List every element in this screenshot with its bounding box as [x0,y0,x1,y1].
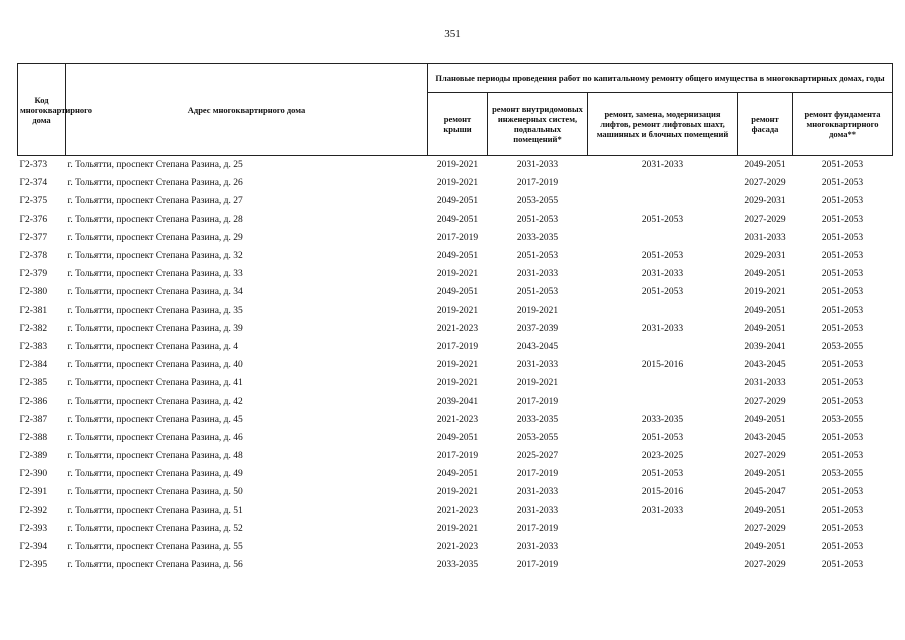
cell-systems: 2017-2019 [516,396,559,407]
cell-elevators: 2015-2016 [641,360,684,371]
cell-address: г. Тольятти, проспект Степана Разина, д. 33 [67,269,243,280]
cell-code: Г2-373 [18,156,66,175]
cell-foundation: 2051-2053 [821,451,864,462]
header-facade: ремонт фасада [738,93,793,156]
cell-foundation: 2051-2053 [821,542,864,553]
cell-code: Г2-395 [19,560,48,571]
cell-address: г. Тольятти, проспект Степана Разина, д. 28 [67,214,243,225]
cell-code: Г2-382 [19,323,48,334]
page-number: 351 [444,28,461,40]
cell-foundation: 2051-2053 [821,305,864,316]
cell-roof: 2049-2051 [436,196,479,207]
cell-systems: 2017-2019 [516,178,559,189]
cell-code: Г2-391 [19,487,48,498]
cell-systems: 2017-2019 [516,469,559,480]
cell-facade: 2029-2031 [744,251,786,262]
cell-elevators: 2031-2033 [588,156,738,175]
cell-foundation: 2051-2053 [821,560,864,571]
cell-code: Г2-388 [19,432,48,443]
cell-facade: 2027-2029 [744,451,786,462]
table-row [18,556,893,574]
cell-roof: 2017-2019 [436,451,479,462]
cell-address: г. Тольятти, проспект Степана Разина, д. 4 [67,341,238,352]
table-row [18,429,893,447]
table-row [18,174,893,192]
cell-systems: 2025-2027 [516,451,559,462]
cell-code: Г2-389 [19,451,48,462]
cell-facade: 2043-2045 [744,432,786,443]
table-row [18,320,893,338]
table-body [18,156,893,575]
cell-roof: 2019-2021 [436,378,479,389]
cell-elevators [588,538,738,556]
header-planned-periods: Плановые периоды проведения работ по капитальному ремонту общего имущества в многоквартирных домах, годы [428,64,893,93]
table-row [18,483,893,501]
cell-facade: 2049-2051 [744,414,786,425]
table-row [18,447,893,465]
cell-roof: 2017-2019 [436,341,479,352]
cell-code: Г2-375 [19,196,48,207]
cell-roof: 2049-2051 [436,287,479,298]
cell-foundation: 2051-2053 [821,505,864,516]
cell-foundation: 2051-2053 [821,196,864,207]
cell-facade: 2031-2033 [744,232,786,243]
table-row [18,392,893,410]
cell-roof: 2039-2041 [436,396,479,407]
cell-facade: 2049-2051 [744,469,786,480]
cell-code: Г2-381 [19,305,48,316]
cell-systems: 2051-2053 [516,251,559,262]
cell-code: Г2-392 [19,505,48,516]
cell-roof: 2049-2051 [436,251,479,262]
cell-facade: 2049-2051 [738,156,793,175]
cell-systems: 2033-2035 [516,232,559,243]
cell-address: г. Тольятти, проспект Степана Разина, д. 56 [67,560,243,571]
cell-systems: 2017-2019 [516,560,559,571]
cell-systems: 2053-2055 [516,196,559,207]
cell-elevators [588,192,738,210]
cell-facade: 2039-2041 [744,341,786,352]
cell-systems: 2051-2053 [516,214,559,225]
cell-address: г. Тольятти, проспект Степана Разина, д. 41 [67,378,243,389]
cell-foundation: 2051-2053 [793,156,893,175]
table-row [18,374,893,392]
cell-elevators [588,229,738,247]
cell-foundation: 2053-2055 [821,414,864,425]
cell-foundation: 2053-2055 [821,341,864,352]
cell-elevators: 2015-2016 [641,487,684,498]
cell-systems: 2031-2033 [516,269,559,280]
table-row [18,211,893,229]
cell-address: г. Тольятти, проспект Степана Разина, д. 48 [67,451,243,462]
table-row [18,192,893,210]
cell-elevators [588,520,738,538]
table-row [18,156,893,175]
cell-foundation: 2051-2053 [821,396,864,407]
cell-elevators: 2033-2035 [641,414,684,425]
table-row [18,465,893,483]
cell-code: Г2-386 [19,396,48,407]
cell-facade: 2027-2029 [744,178,786,189]
repair-schedule-table [17,63,893,574]
table-row [18,247,893,265]
cell-elevators: 2023-2025 [641,451,684,462]
cell-address: г. Тольятти, проспект Степана Разина, д. 27 [67,196,243,207]
cell-roof: 2019-2021 [436,269,479,280]
cell-systems: 2031-2033 [516,542,559,553]
header-systems: ремонт внутридомовых инженерных систем, подвальных помещений* [488,93,588,156]
cell-elevators: 2051-2053 [641,287,684,298]
cell-roof: 2019-2021 [436,487,479,498]
cell-code: Г2-380 [19,287,48,298]
cell-elevators: 2051-2053 [641,214,684,225]
cell-systems: 2031-2033 [516,487,559,498]
cell-roof: 2021-2023 [436,542,479,553]
cell-address: г. Тольятти, проспект Степана Разина, д. 49 [67,469,243,480]
cell-systems: 2043-2045 [516,341,559,352]
cell-facade: 2043-2045 [744,360,786,371]
cell-foundation: 2051-2053 [821,251,864,262]
cell-systems: 2031-2033 [516,360,559,371]
table-row [18,302,893,320]
cell-roof: 2021-2023 [436,414,479,425]
cell-code: Г2-377 [19,232,48,243]
cell-address: г. Тольятти, проспект Степана Разина, д. 29 [67,232,243,243]
cell-address: г. Тольятти, проспект Степана Разина, д. 50 [67,487,243,498]
table-row [18,338,893,356]
cell-foundation: 2051-2053 [821,378,864,389]
cell-foundation: 2051-2053 [821,487,864,498]
table-row [18,538,893,556]
cell-facade: 2027-2029 [744,523,786,534]
header-elevators: ремонт, замена, модернизация лифтов, ремонт лифтовых шахт, машинных и блочных помещений [588,93,738,156]
cell-systems: 2053-2055 [516,432,559,443]
cell-systems: 2017-2019 [516,523,559,534]
cell-address: г. Тольятти, проспект Степана Разина, д. 42 [67,396,243,407]
cell-facade: 2019-2021 [744,287,786,298]
cell-code: Г2-374 [19,178,48,189]
table-row [18,356,893,374]
cell-systems: 2037-2039 [516,323,559,334]
cell-address: г. Тольятти, проспект Степана Разина, д. 35 [67,305,243,316]
table-row [18,502,893,520]
cell-foundation: 2051-2053 [821,287,864,298]
cell-address: г. Тольятти, проспект Степана Разина, д. 55 [67,542,243,553]
cell-facade: 2027-2029 [744,396,786,407]
header-roof: ремонт крыши [428,93,488,156]
cell-facade: 2049-2051 [744,305,786,316]
cell-facade: 2049-2051 [744,542,786,553]
cell-roof: 2049-2051 [436,469,479,480]
cell-roof: 2017-2019 [436,232,479,243]
cell-roof: 2021-2023 [436,323,479,334]
cell-foundation: 2053-2055 [821,469,864,480]
cell-code: Г2-378 [19,251,48,262]
cell-elevators: 2051-2053 [641,251,684,262]
cell-code: Г2-384 [19,360,48,371]
cell-roof: 2021-2023 [436,505,479,516]
cell-address: г. Тольятти, проспект Степана Разина, д. 34 [67,287,243,298]
cell-foundation: 2051-2053 [821,360,864,371]
cell-facade: 2049-2051 [744,323,786,334]
cell-code: Г2-379 [19,269,48,280]
cell-address: г. Тольятти, проспект Степана Разина, д. 25 [66,156,428,175]
cell-code: Г2-385 [19,378,48,389]
cell-foundation: 2051-2053 [821,432,864,443]
header-foundation: ремонт фундамента многоквартирного дома** [793,93,893,156]
cell-address: г. Тольятти, проспект Степана Разина, д. 52 [67,523,243,534]
cell-roof: 2049-2051 [436,214,479,225]
cell-foundation: 2051-2053 [821,178,864,189]
cell-facade: 2027-2029 [744,560,786,571]
cell-facade: 2031-2033 [744,378,786,389]
cell-systems: 2019-2021 [516,305,559,316]
cell-facade: 2029-2031 [744,196,786,207]
cell-address: г. Тольятти, проспект Степана Разина, д. 46 [67,432,243,443]
cell-facade: 2049-2051 [744,269,786,280]
cell-foundation: 2051-2053 [821,323,864,334]
cell-code: Г2-390 [19,469,48,480]
cell-roof: 2019-2021 [436,178,479,189]
cell-systems: 2031-2033 [488,156,588,175]
cell-address: г. Тольятти, проспект Степана Разина, д. 51 [67,505,243,516]
cell-systems: 2031-2033 [516,505,559,516]
header-code: Код многоквартирного дома [18,64,66,156]
cell-systems: 2019-2021 [516,378,559,389]
cell-elevators [588,556,738,574]
cell-code: Г2-376 [19,214,48,225]
cell-address: г. Тольятти, проспект Степана Разина, д. 39 [67,323,243,334]
cell-elevators: 2031-2033 [641,269,684,280]
cell-elevators [588,302,738,320]
table-row [18,265,893,283]
cell-elevators [588,374,738,392]
cell-elevators: 2051-2053 [641,432,684,443]
cell-address: г. Тольятти, проспект Степана Разина, д. 32 [67,251,243,262]
cell-foundation: 2051-2053 [821,523,864,534]
table-row [18,229,893,247]
cell-roof: 2019-2021 [428,156,488,175]
table-row [18,520,893,538]
cell-code: Г2-387 [19,414,48,425]
cell-address: г. Тольятти, проспект Степана Разина, д. 45 [67,414,243,425]
cell-code: Г2-394 [19,542,48,553]
cell-roof: 2049-2051 [436,432,479,443]
cell-elevators: 2051-2053 [641,469,684,480]
cell-roof: 2019-2021 [436,523,479,534]
cell-elevators [588,338,738,356]
cell-systems: 2033-2035 [516,414,559,425]
cell-address: г. Тольятти, проспект Степана Разина, д. 26 [67,178,243,189]
cell-foundation: 2051-2053 [821,214,864,225]
cell-roof: 2019-2021 [436,305,479,316]
cell-elevators [588,392,738,410]
cell-facade: 2049-2051 [744,505,786,516]
cell-elevators: 2031-2033 [641,505,684,516]
cell-code: Г2-383 [19,341,48,352]
cell-foundation: 2051-2053 [821,269,864,280]
cell-roof: 2033-2035 [436,560,479,571]
cell-elevators [588,174,738,192]
table-row [18,283,893,301]
cell-address: г. Тольятти, проспект Степана Разина, д. 40 [67,360,243,371]
cell-code: Г2-393 [19,523,48,534]
cell-roof: 2019-2021 [436,360,479,371]
cell-facade: 2027-2029 [744,214,786,225]
table-row [18,411,893,429]
cell-systems: 2051-2053 [516,287,559,298]
header-address: Адрес многоквартирного дома [66,64,428,156]
cell-foundation: 2051-2053 [821,232,864,243]
cell-elevators: 2031-2033 [641,323,684,334]
cell-facade: 2045-2047 [744,487,786,498]
